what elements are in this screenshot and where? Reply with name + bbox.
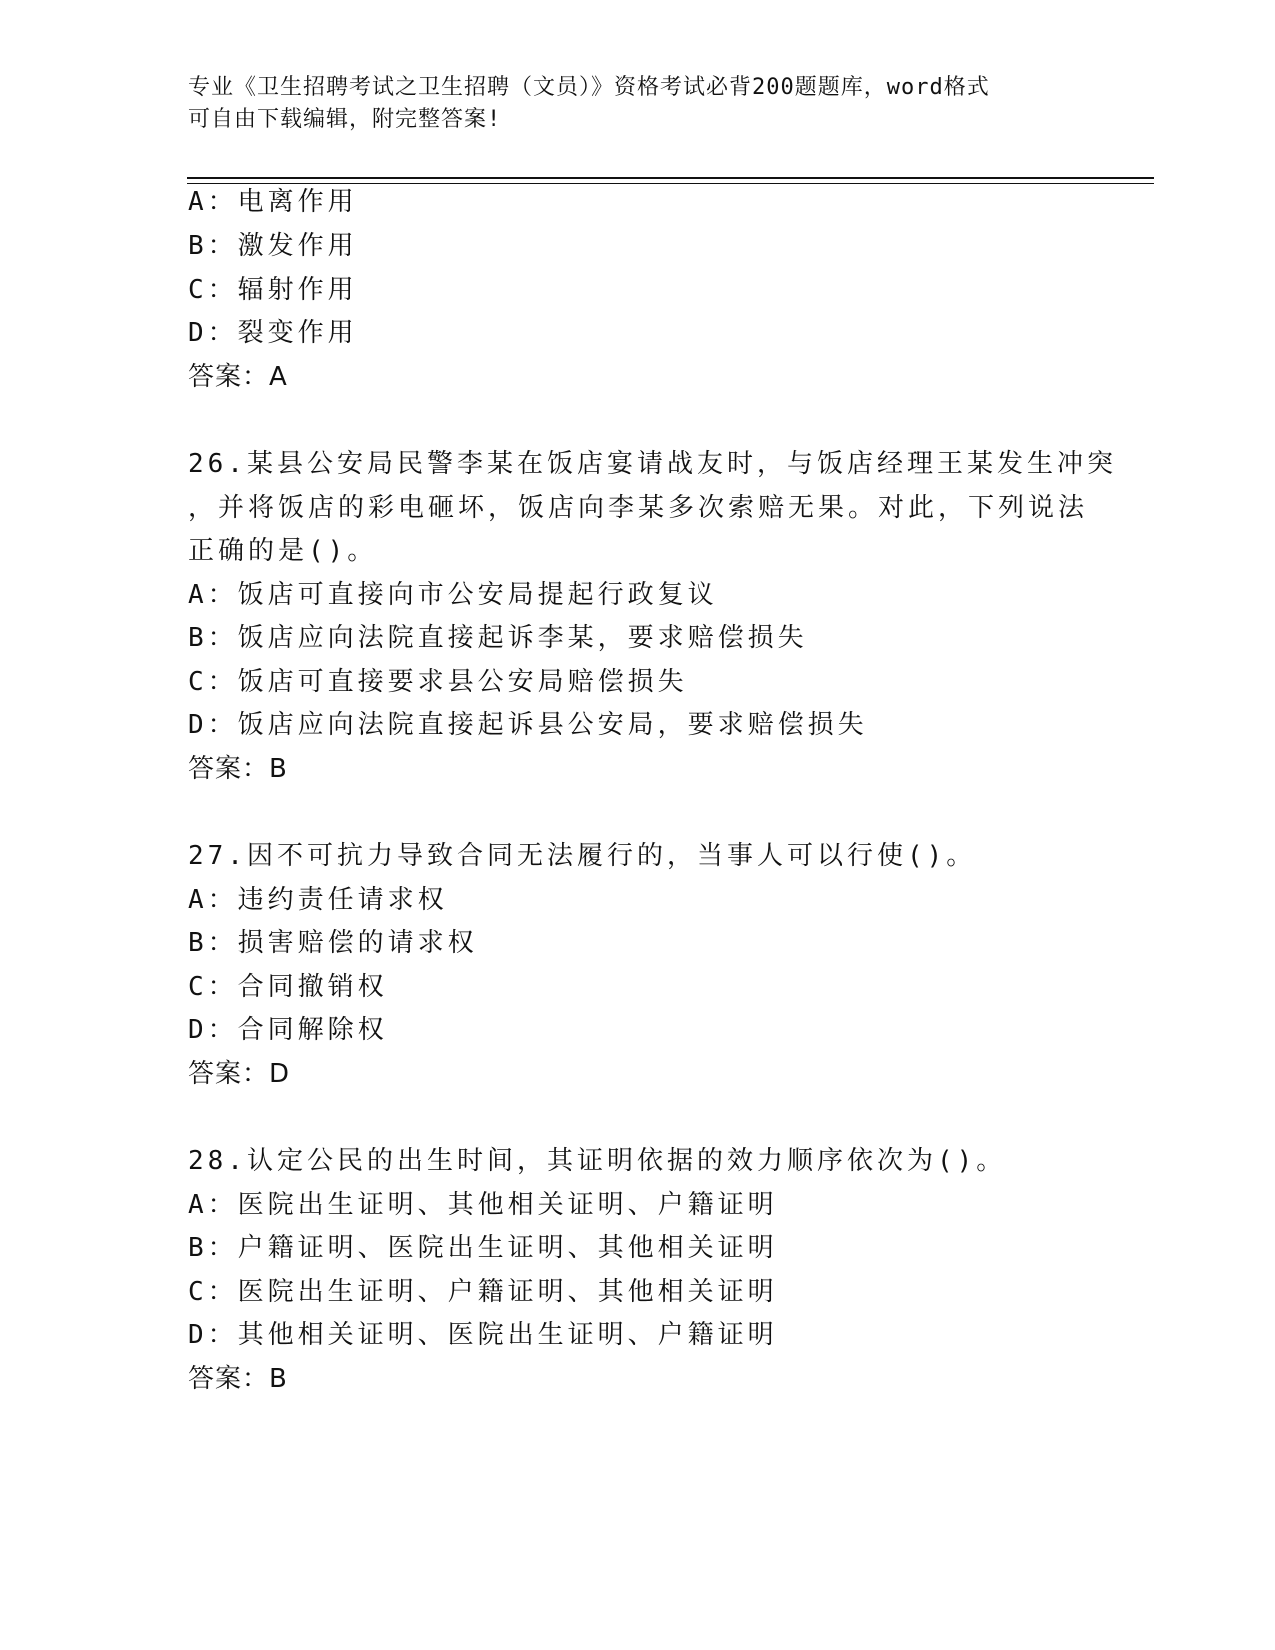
q28-stem-line-1: 28.认定公民的出生时间，其证明依据的效力顺序依次为()。 — [188, 1146, 1007, 1176]
q27-option-c: C：合同撤销权 — [188, 972, 388, 1002]
q25-answer: 答案：A — [188, 362, 288, 392]
q28-option-a: A：医院出生证明、其他相关证明、户籍证明 — [188, 1190, 778, 1220]
q28-answer: 答案：B — [188, 1364, 288, 1394]
header-divider-thin — [187, 183, 1154, 184]
q25-option-a: A：电离作用 — [188, 187, 358, 217]
q25-option-d: D：裂变作用 — [188, 318, 358, 348]
document-header — [188, 72, 1088, 136]
header-title-line-1: 专业《卫生招聘考试之卫生招聘（文员）》资格考试必背200题题库，word格式 — [188, 75, 990, 100]
q27-option-b: B：损害赔偿的请求权 — [188, 928, 478, 958]
q26-option-a: A：饭店可直接向市公安局提起行政复议 — [188, 580, 718, 610]
q25-option-c: C：辐射作用 — [188, 275, 358, 305]
header-divider-thick — [187, 177, 1154, 179]
q26-option-b: B：饭店应向法院直接起诉李某，要求赔偿损失 — [188, 623, 808, 653]
q26-stem-line-2: ，并将饭店的彩电砸坏，饭店向李某多次索赔无果。对此，下列说法 — [188, 493, 1089, 523]
q25-option-b: B：激发作用 — [188, 231, 358, 261]
q28-option-d: D：其他相关证明、医院出生证明、户籍证明 — [188, 1320, 778, 1350]
q28-option-b: B：户籍证明、医院出生证明、其他相关证明 — [188, 1233, 778, 1263]
q28-option-c: C：医院出生证明、户籍证明、其他相关证明 — [188, 1277, 778, 1307]
q27-option-d: D：合同解除权 — [188, 1015, 388, 1045]
q27-answer: 答案：D — [188, 1059, 291, 1089]
q26-stem-line-1: 26.某县公安局民警李某在饭店宴请战友时，与饭店经理王某发生冲突 — [188, 449, 1117, 479]
q26-stem-line-3: 正确的是()。 — [188, 536, 378, 566]
q26-option-c: C：饭店可直接要求县公安局赔偿损失 — [188, 667, 688, 697]
q26-option-d: D：饭店应向法院直接起诉县公安局，要求赔偿损失 — [188, 710, 868, 740]
q27-stem-line-1: 27.因不可抗力导致合同无法履行的，当事人可以行使()。 — [188, 841, 977, 871]
header-title-line-2: 可自由下载编辑，附完整答案! — [188, 107, 502, 132]
q26-answer: 答案：B — [188, 754, 288, 784]
q27-option-a: A：违约责任请求权 — [188, 885, 448, 915]
